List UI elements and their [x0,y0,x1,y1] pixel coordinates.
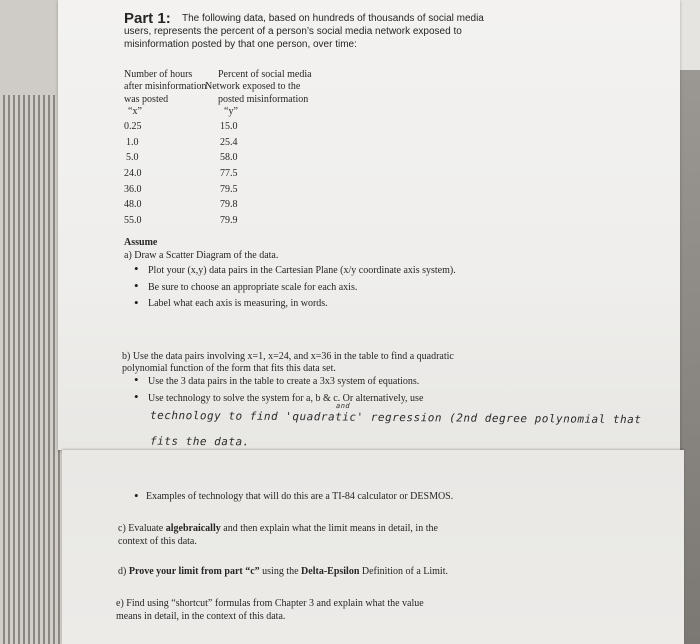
table-y-value: 79.8 [220,199,238,210]
intro-line-2: users, represents the percent of a person’s social media network exposed to [124,26,462,37]
part-b-bullet: Use the 3 data pairs in the table to create a 3x3 system of equations. [148,376,420,387]
part-b-line-2: polynomial function of the form that fits this data set. [122,363,336,374]
table-y-value: 58.0 [220,152,238,163]
bullet-icon: • [134,278,139,293]
part-b-line-1: b) Use the data pairs involving x=1, x=24, and x=36 in the table to find a quadratic [122,351,454,362]
part-b-bullet: Use technology to solve the system for a, b & c. Or alternatively, use [148,393,424,404]
part-a-bullet: Label what each axis is measuring, in words. [148,298,328,309]
table-header-right-3: posted misinformation [218,94,309,105]
table-header-left-3: was posted [124,94,169,105]
examples-text: Examples of technology that will do this are a TI-84 calculator or DESMOS. [146,491,454,502]
part-e-line-1: e) Find using “shortcut” formulas from Chapter 3 and explain what the value [116,598,424,609]
handwritten-note-line-1: technology to find 'quadratic' regression (2nd degree polynomial that [149,408,642,427]
part-c-line-1: c) Evaluate algebraically and then explain what the limit means in detail, in the [118,523,438,534]
table-x-value: 24.0 [124,168,142,179]
table-y-value: 25.4 [220,137,238,148]
table-y-value: 79.9 [220,215,238,226]
part-c-line-2: context of this data. [118,536,197,547]
table-header-left-4: “x” [128,106,142,117]
part-d-line: d) Prove your limit from part “c” using the Delta-Epsilon Definition of a Limit. [118,566,448,577]
table-y-value: 77.5 [220,168,238,179]
handwritten-insert: and [335,401,351,411]
table-x-value: 55.0 [124,215,142,226]
table-header-left-2: after misinformation [124,81,207,92]
bullet-icon: • [134,389,139,404]
table-header-right-1: Percent of social media [218,69,312,80]
assume-label: Assume [124,237,158,248]
table-x-value: 36.0 [124,184,142,195]
part-a-bullet: Plot your (x,y) data pairs in the Cartesian Plane (x/y coordinate axis system). [148,265,456,276]
intro-line-1: The following data, based on hundreds of thousands of social media [182,13,484,24]
table-x-value: 5.0 [126,152,139,163]
handwritten-note-line-2: fits the data. [149,434,250,449]
table-x-value: 1.0 [126,137,139,148]
bullet-icon: • [134,488,139,503]
bullet-icon: • [134,295,139,310]
part-a-bullet: Be sure to choose an appropriate scale for each axis. [148,282,358,293]
bullet-icon: • [134,372,139,387]
table-y-value: 15.0 [220,121,238,132]
background-wall [0,0,60,95]
table-header-left-1: Number of hours [124,69,193,80]
table-header-right-2: Network exposed to the [205,81,301,92]
table-y-value: 79.5 [220,184,238,195]
part-title: Part 1: [124,10,171,27]
table-header-right-4: “y” [224,106,238,117]
intro-line-3: misinformation posted by that one person, over time: [124,39,357,50]
table-x-value: 0.25 [124,121,142,132]
part-e-line-2: means in detail, in the context of this data. [116,611,286,622]
part-a-heading: a) Draw a Scatter Diagram of the data. [124,250,279,261]
table-x-value: 48.0 [124,199,142,210]
bullet-icon: • [134,261,139,276]
